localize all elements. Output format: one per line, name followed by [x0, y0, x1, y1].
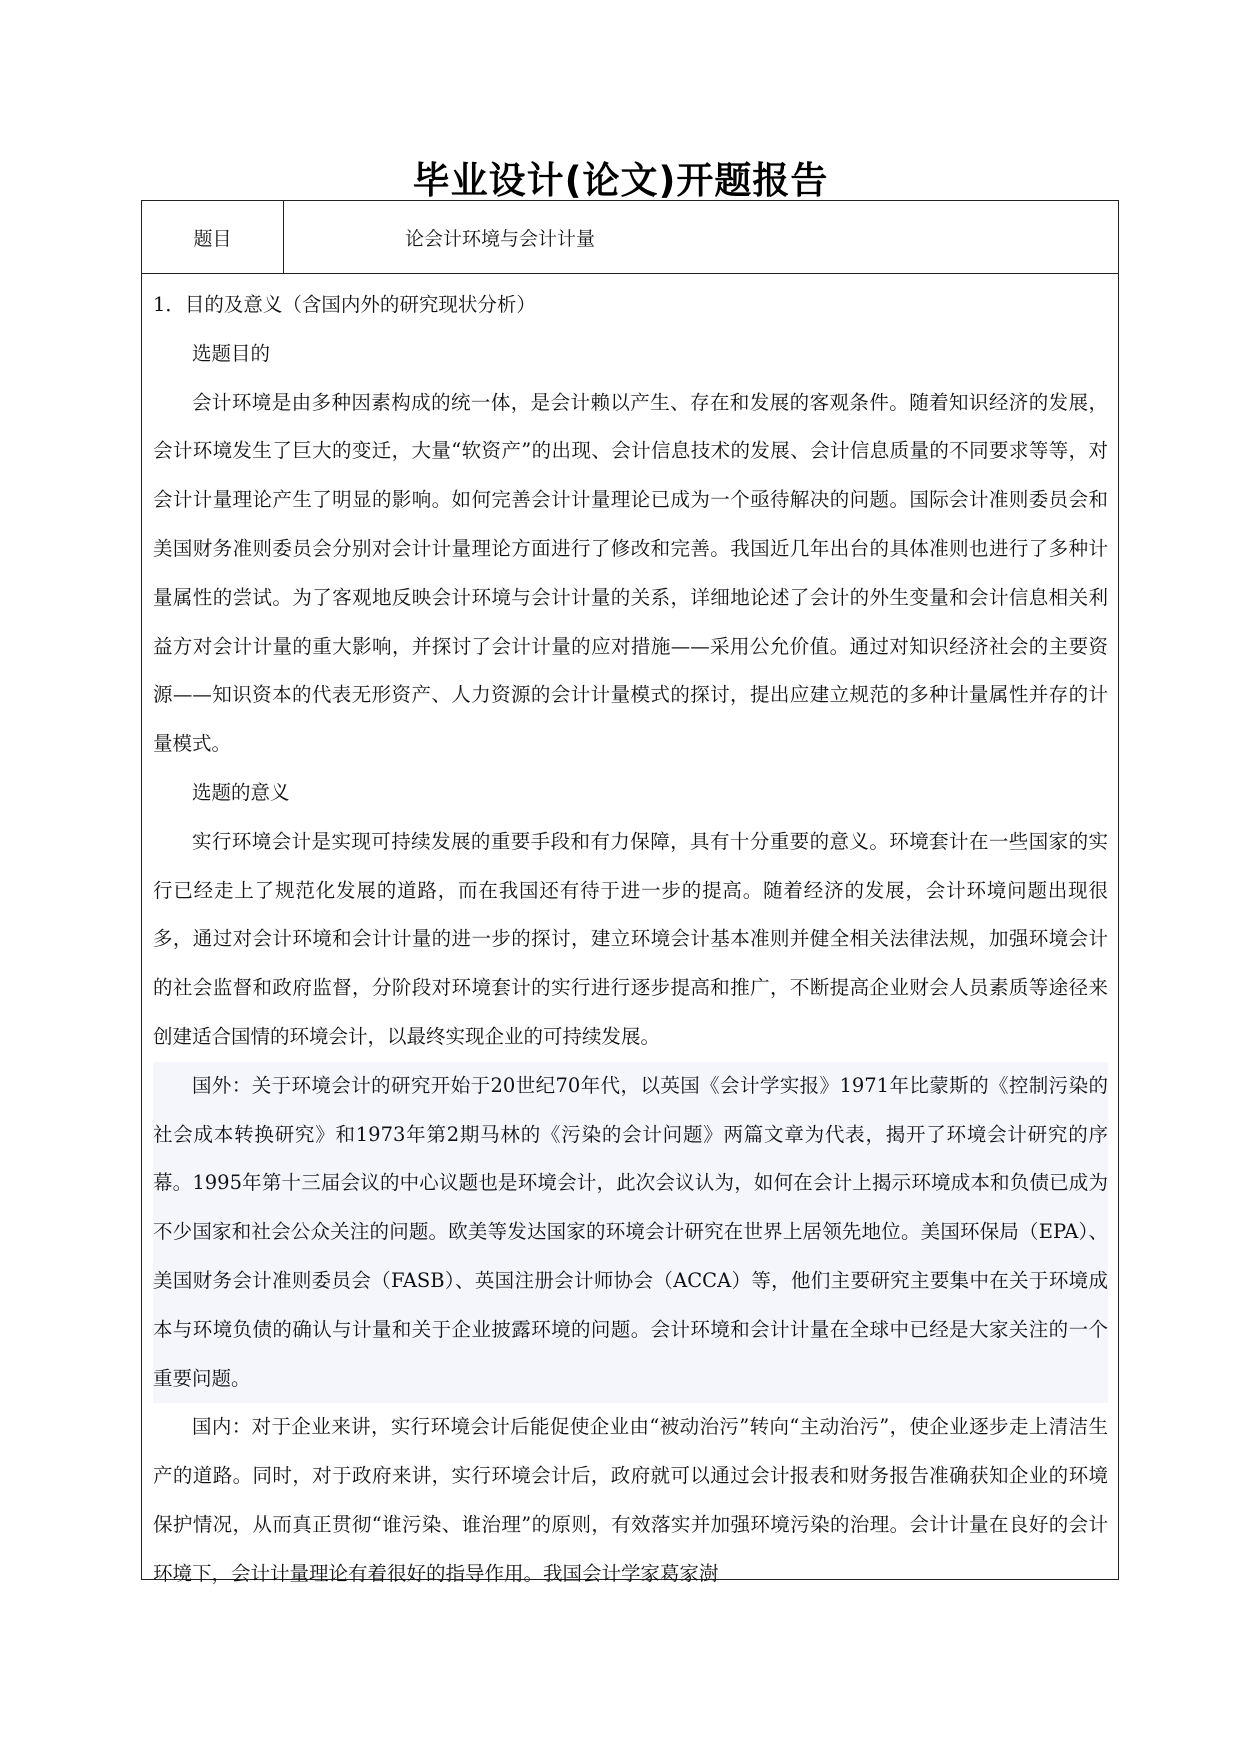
- report-table: [141, 200, 1119, 1585]
- purpose-paragraph: 会计环境是由多种因素构成的统一体，是会计赖以产生、存在和发展的客观条件。随着知识经济的发展，会计环境发生了巨大的变迁，大量“软资产”的出现、会计信息技术的发展、会计信息质量的不同要求等等，对会计计量理论产生了明显的影响。如何完善会计计量理论已成为一个亟待解决的问题。国际会计准则委员会和美国财务准则委员会分别对会计计量理论方面进行了修改和完善。我国近几年出台的具体准则也进行了多种计量属性的尝试。为了客观地反映会计环境与会计计量的关系，详细地论述了会计的外生变量和会计信息相关利益方对会计计量的重大影响，并探讨了会计计量的应对措施——采用公允价值。通过对知识经济社会的主要资源——知识资本的代表无形资产、人力资源的会计计量模式的探讨，提出应建立规范的多种计量属性并存的计量模式。: [153, 390, 1108, 756]
- foreign-research-paragraph: 国外：关于环境会计的研究开始于20世纪70年代，以英国《会计学实报》1971年比蒙斯的《控制污染的社会成本转换研究》和1973年第2期马林的《污染的会计问题》两篇文章为代表，揭开了环境会计研究的序幕。1995年第十三届会议的中心议题也是环境会计，此次会议认为，如何在会计上揭示环境成本和负债已成为不少国家和社会公众关注的问题。欧美等发达国家的环境会计研究在世界上居领先地位。美国环保局（EPA）、美国财务会计准则委员会（FASB）、英国注册会计师协会（ACCA）等，他们主要研究主要集中在关于环境成本与环境负债的确认与计量和关于企业披露环境的问题。会计环境和会计计量在全球中已经是大家关注的一个重要问题。: [153, 1062, 1108, 1404]
- significance-heading: 选题的意义: [192, 780, 290, 804]
- row-divider: [142, 273, 1118, 274]
- section-heading: 1．目的及意义（含国内外的研究现状分析）: [153, 293, 536, 316]
- purpose-heading: 选题目的: [192, 341, 271, 365]
- domestic-research-paragraph: 国内：对于企业来讲，实行环境会计后能促使企业由“被动治污”转向“主动治污”，使企业逐步走上清洁生产的道路。同时，对于政府来讲，实行环境会计后，政府就可以通过会计报表和财务报告准确获知企业的环境保护情况，从而真正贯彻“谁污染、谁治理”的原则，有效落实并加强环境污染的治理。会计计量在良好的会计环境下，会计计量理论有着很好的指导作用。我国会计学家葛家澍: [153, 1415, 1108, 1585]
- significance-paragraph: 实行环境会计是实现可持续发展的重要手段和有力保障，具有十分重要的意义。环境套计在一些国家的实行已经走上了规范化发展的道路，而在我国还有待于进一步的提高。随着经济的发展，会计环境问题出现很多，通过对会计环境和会计计量的进一步的探讨，建立环境会计基本准则并健全相关法律法规，加强环境会计的社会监督和政府监督，分阶段对环境套计的实行进行逐步提高和推广，不断提高企业财会人员素质等途径来创建适合国情的环境会计，以最终实现企业的可持续发展。: [153, 829, 1108, 1048]
- section-body: [153, 281, 1108, 1599]
- document-title: 毕业设计(论文)开题报告: [412, 159, 829, 202]
- topic-label: 题目: [142, 201, 284, 273]
- topic-value: 论会计环境与会计计量: [405, 227, 596, 250]
